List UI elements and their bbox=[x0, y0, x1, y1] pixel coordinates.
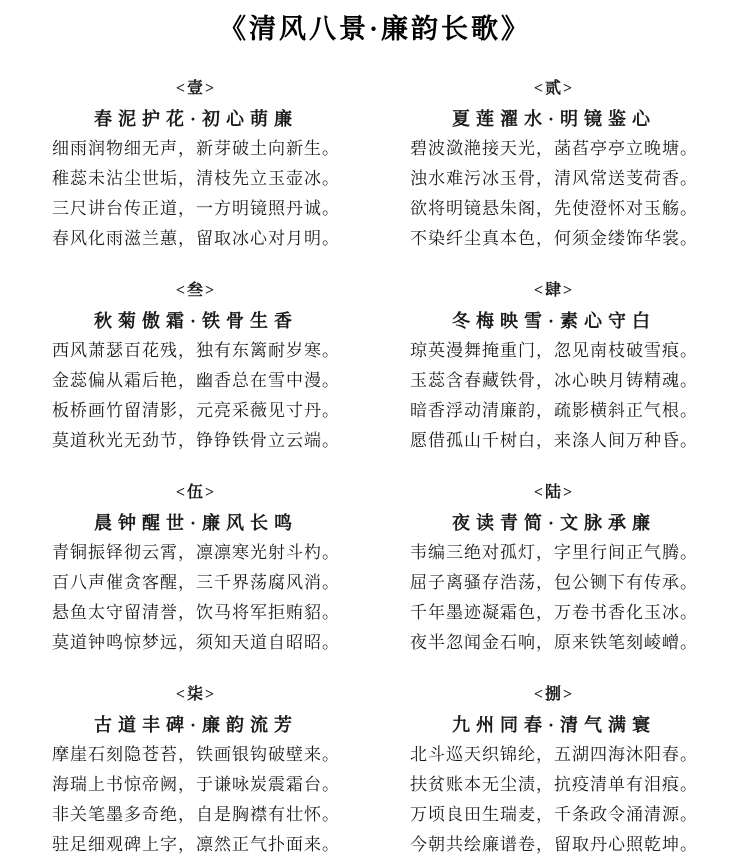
section-subtitle: 冬梅映雪·素心守白 bbox=[451, 311, 656, 331]
section-subtitle: 秋菊傲霜·铁骨生香 bbox=[93, 311, 298, 331]
poem-line: 暗香浮动清廉韵，疏影横斜正气根。 bbox=[410, 401, 698, 420]
poem-line: 细雨润物细无声，新芽破土向新生。 bbox=[52, 139, 340, 158]
poem-line: 韦编三绝对孤灯，字里行间正气腾。 bbox=[410, 543, 698, 562]
poem-sections-grid bbox=[28, 74, 722, 860]
section-number: <壹> bbox=[175, 80, 217, 97]
poem-line: 愿借孤山千树白，来涤人间万种昏。 bbox=[410, 431, 698, 450]
section-number: <肆> bbox=[533, 282, 575, 299]
poem-line: 百八声催贪客醒，三千界荡腐风消。 bbox=[52, 573, 340, 592]
section-number: <陆> bbox=[533, 484, 575, 501]
poem-line: 悬鱼太守留清誉，饮马将军拒贿貂。 bbox=[52, 603, 340, 622]
poem-section-3 bbox=[28, 276, 364, 456]
poem-line: 春风化雨滋兰蕙，留取冰心对月明。 bbox=[52, 229, 340, 248]
poem-line: 北斗巡天织锦纶，五湖四海沐阳春。 bbox=[410, 745, 698, 764]
poem-line: 板桥画竹留清影，元亮采薇见寸丹。 bbox=[52, 401, 340, 420]
poem-line: 扶贫账本无尘渍，抗疫清单有泪痕。 bbox=[410, 775, 698, 794]
section-subtitle: 晨钟醒世·廉风长鸣 bbox=[93, 513, 298, 533]
section-subtitle: 夏莲濯水·明镜鉴心 bbox=[451, 109, 656, 129]
poem-line: 欲将明镜悬朱阁，先使澄怀对玉觞。 bbox=[410, 199, 698, 218]
section-subtitle: 古道丰碑·廉韵流芳 bbox=[93, 715, 298, 735]
poem-section-6 bbox=[386, 478, 722, 658]
poem-line: 莫道秋光无劲节，铮铮铁骨立云端。 bbox=[52, 431, 340, 450]
section-subtitle: 夜读青简·文脉承廉 bbox=[451, 513, 656, 533]
poem-line: 非关笔墨多奇绝，自是胸襟有壮怀。 bbox=[52, 805, 340, 824]
poem-line: 浊水难污冰玉骨，清风常送芰荷香。 bbox=[410, 169, 698, 188]
poem-line: 金蕊偏从霜后艳，幽香总在雪中漫。 bbox=[52, 371, 340, 390]
poem-line: 千年墨迹凝霜色，万卷书香化玉冰。 bbox=[410, 603, 698, 622]
poem-line: 不染纤尘真本色，何须金缕饰华裳。 bbox=[410, 229, 698, 248]
poem-section-1 bbox=[28, 74, 364, 254]
poem-line: 驻足细观碑上字，凛然正气扑面来。 bbox=[52, 835, 340, 854]
poem-section-4 bbox=[386, 276, 722, 456]
poem-section-7 bbox=[28, 680, 364, 860]
poem-line: 今朝共绘廉谱卷，留取丹心照乾坤。 bbox=[410, 835, 698, 854]
poem-line: 西风萧瑟百花残，独有东篱耐岁寒。 bbox=[52, 341, 340, 360]
section-subtitle: 春泥护花·初心萌廉 bbox=[93, 109, 298, 129]
section-number: <柒> bbox=[175, 686, 217, 703]
poem-line: 莫道钟鸣惊梦远，须知天道自昭昭。 bbox=[52, 633, 340, 652]
poem-section-8 bbox=[386, 680, 722, 860]
poem-section-2 bbox=[386, 74, 722, 254]
poem-line: 琼英漫舞掩重门，忽见南枝破雪痕。 bbox=[410, 341, 698, 360]
section-subtitle: 九州同春·清气满寰 bbox=[451, 715, 656, 735]
section-number: <伍> bbox=[175, 484, 217, 501]
poem-line: 三尺讲台传正道，一方明镜照丹诚。 bbox=[52, 199, 340, 218]
poem-line: 海瑞上书惊帝阙，于谦咏炭震霜台。 bbox=[52, 775, 340, 794]
poem-line: 夜半忽闻金石响，原来铁笔刻崚嶒。 bbox=[410, 633, 698, 652]
poem-line: 摩崖石刻隐苍苔，铁画银钩破壁来。 bbox=[52, 745, 340, 764]
poem-line: 屈子离骚存浩荡，包公铡下有传承。 bbox=[410, 573, 698, 592]
poem-line: 玉蕊含春藏铁骨，冰心映月铸精魂。 bbox=[410, 371, 698, 390]
section-number: <贰> bbox=[533, 80, 575, 97]
poem-section-5 bbox=[28, 478, 364, 658]
poem-line: 稚蕊未沾尘世垢，清枝先立玉壶冰。 bbox=[52, 169, 340, 188]
page-title: 《清风八景·廉韵长歌》 bbox=[218, 14, 531, 44]
poem-line: 万顷良田生瑞麦，千条政令涌清源。 bbox=[410, 805, 698, 824]
poem-line: 碧波潋滟接天光，菡萏亭亭立晚塘。 bbox=[410, 139, 698, 158]
poem-line: 青铜振铎彻云霄，凛凛寒光射斗杓。 bbox=[52, 543, 340, 562]
section-number: <捌> bbox=[533, 686, 575, 703]
section-number: <叁> bbox=[175, 282, 217, 299]
